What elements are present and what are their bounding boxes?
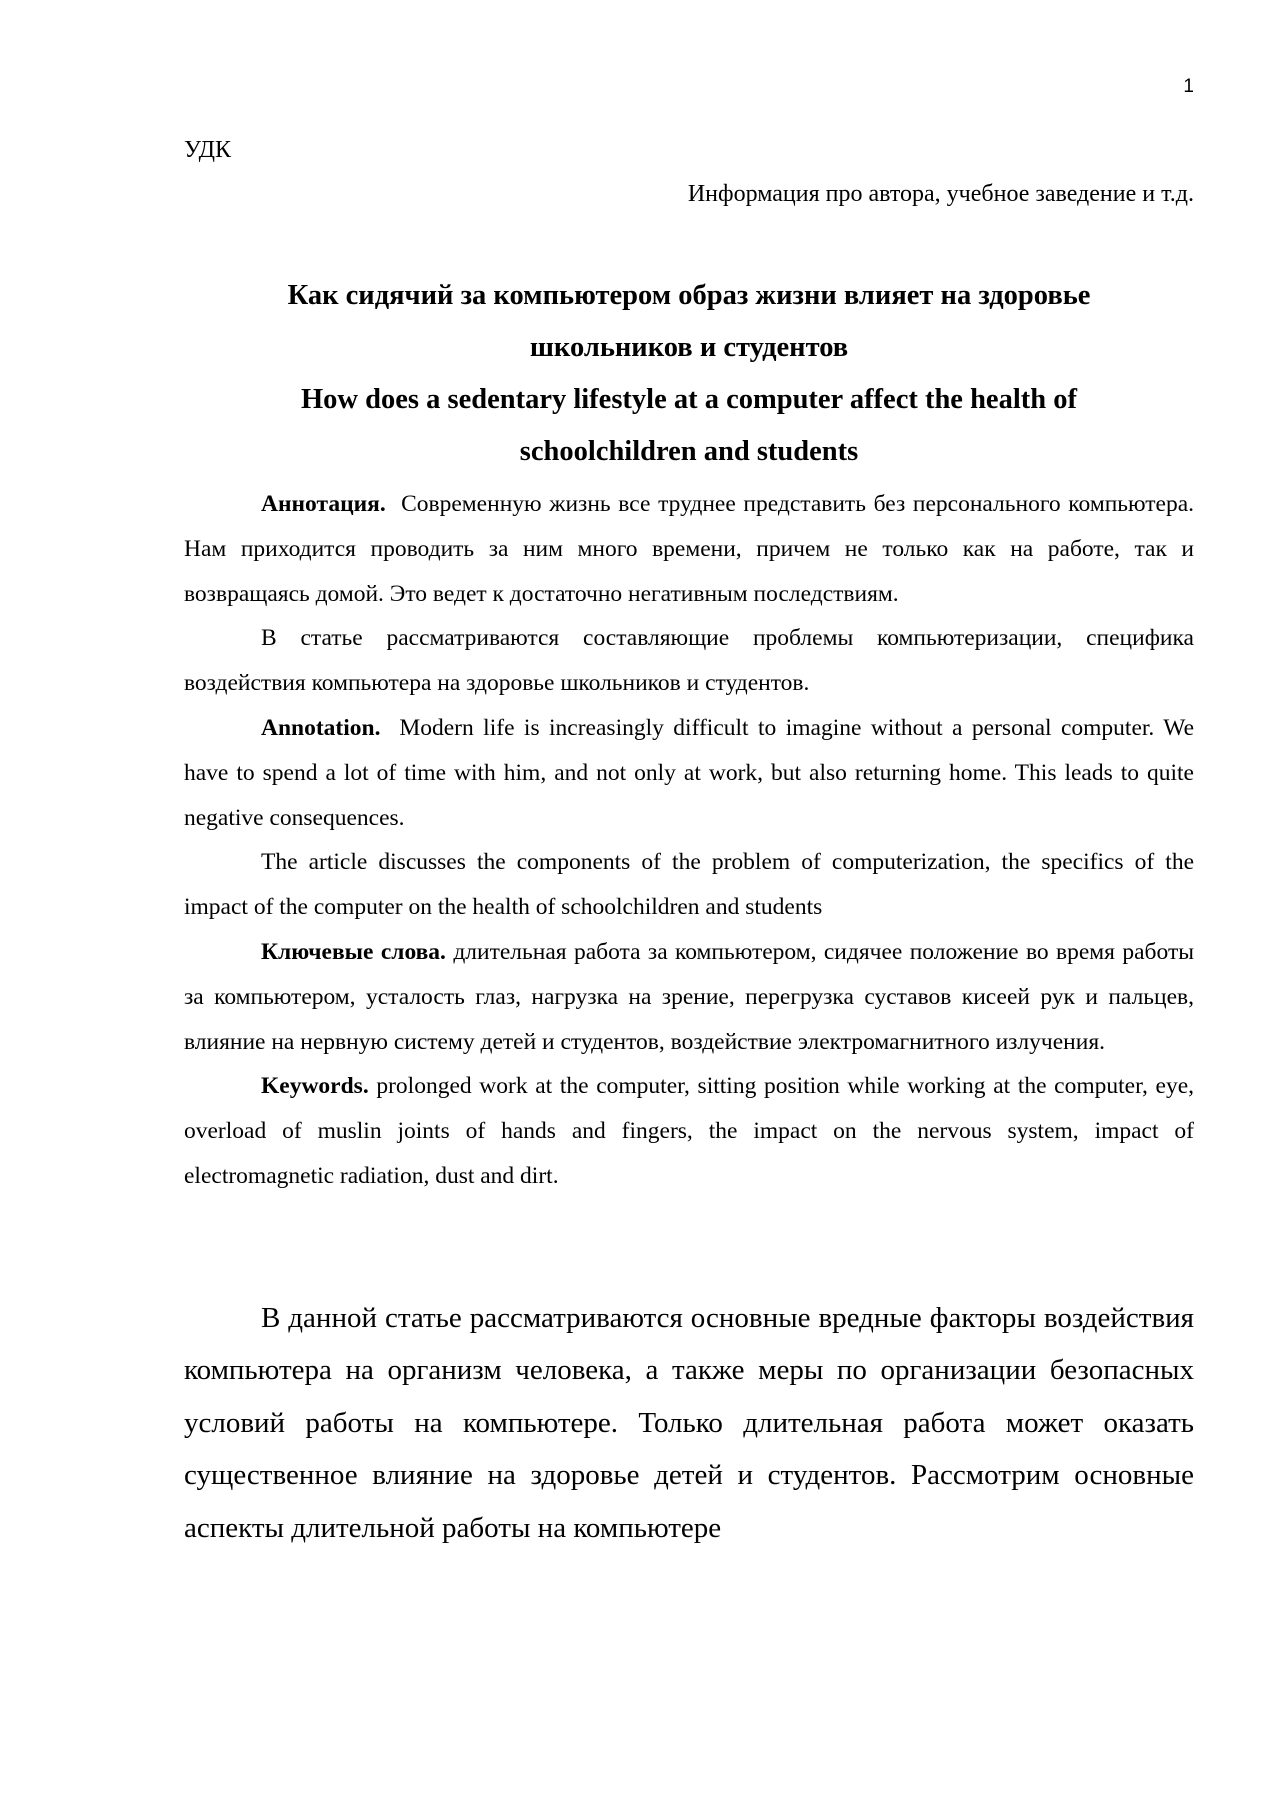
udk-label: УДК [184,137,231,163]
abstract-ru-text: Современную жизнь все труднее представить без персонального компьютера. Нам приходится проводить за ним много времени, причем не только как на работе, так и возвращаясь домой. Это ведет к достаточно негативным последствиям. [184,491,1194,607]
abstract-en-lead: Annotation. [261,714,381,741]
title-ru-line-2: школьников и студентов [529,332,849,363]
abstract-ru-paragraph-2 [184,616,1194,706]
keywords-en-paragraph [184,1064,1194,1198]
keywords-ru-lead: Ключевые слова. [261,938,446,965]
abstract-en-text: Modern life is increasingly difficult to imagine without a personal computer. We have to spend a lot of time with him, and not only at work, but also returning home. This leads to quite negative consequences. [184,714,1195,831]
title-en-line-2: schoolchildren and students [519,436,859,467]
author-info: Информация про автора, учебное заведение и т.д. [687,181,1194,207]
page-number: 1 [1183,76,1194,97]
abstract-ru-text-2: В статье рассматриваются составляющие проблемы компьютеризации, специфика воздействия компьютера на здоровье школьников и студентов. [184,625,1194,697]
keywords-en-lead: Keywords. [261,1073,369,1100]
abstract-en-text-2: The article discusses the components of the problem of computerization, the specifics of the impact of the computer on the health of schoolchildren and students [184,849,1194,921]
abstract-ru-paragraph [184,482,1194,616]
title-en-line-1: How does a sedentary lifestyle at a computer affect the health of [301,384,1077,415]
main-body [184,1292,1194,1554]
abstract-en-paragraph-2 [184,840,1194,930]
article-title [184,270,1194,478]
abstract-ru-lead: Аннотация. [261,491,386,517]
title-ru-line-1: Как сидячий за компьютером образ жизни влияет на здоровье [287,280,1091,311]
abstract-en-paragraph [184,706,1194,840]
keywords-en-text: prolonged work at the computer, sitting position while working at the computer, eye, overload of muslin joints of hands and fingers, the impact on the nervous system, impact of electromagnetic radiation, dust and dirt. [184,1073,1194,1189]
abstract-section [184,482,1194,1199]
main-paragraph: В данной статье рассматриваются основные вредные факторы воздействия компьютера на организм человека, а также меры по организации безопасных условий работы на компьютере. Только длительная работа может оказать существенное влияние на здоровье детей и студентов. Рассмотрим основные аспекты длительной работы на компьютере [184,1302,1194,1544]
keywords-ru-text: длительная работа за компьютером, сидячее положение во время работы за компьютером, усталость глаз, нагрузка на зрение, перегрузка суставов кисеей рук и пальцев, влияние на нервную систему детей и студентов, воздействие электромагнитного излучения. [184,938,1195,1055]
keywords-ru-paragraph [184,930,1194,1064]
